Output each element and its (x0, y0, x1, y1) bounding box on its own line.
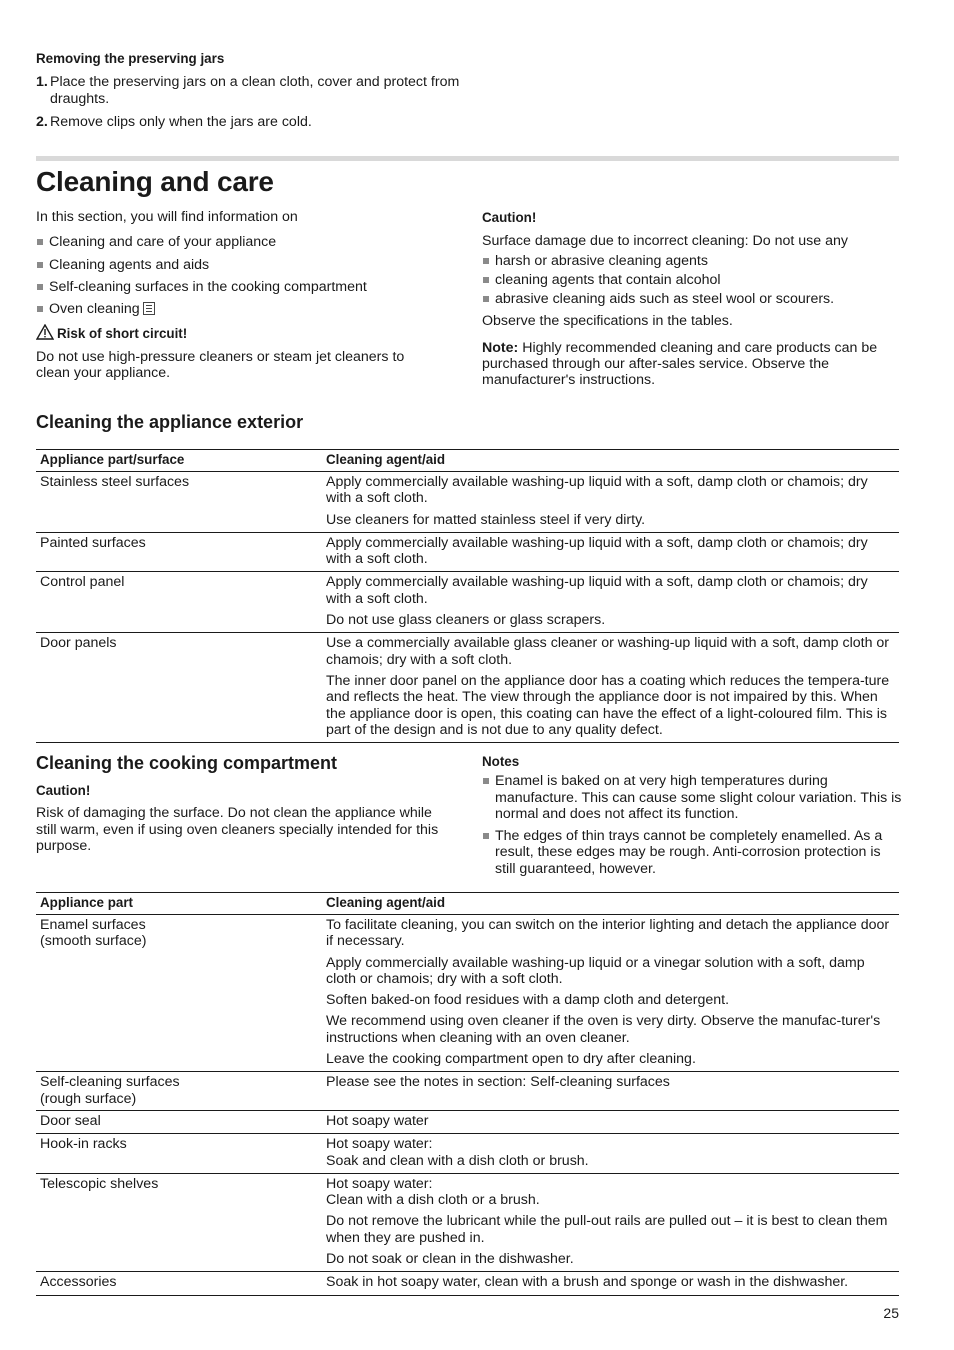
caution-title: Caution! (482, 210, 537, 225)
note-paragraph (482, 340, 902, 389)
list-item (482, 253, 902, 269)
observe-text: Observe the specifications in the tables. (482, 313, 733, 330)
step-text: Remove clips only when the jars are cold. (50, 113, 312, 130)
exterior-table (36, 449, 899, 743)
cleaning-agent-cell (322, 1110, 899, 1133)
list-item (482, 773, 902, 822)
section-divider (36, 156, 899, 161)
list-item-text: Cleaning and care of your appliance (49, 234, 277, 251)
cleaning-instruction: Apply commercially available washing-up liquid with a soft, damp cloth or chamois; dry with a soft cloth. (326, 534, 868, 568)
caution-text: Surface damage due to incorrect cleaning: Do not use any (482, 233, 848, 250)
list-item-text: The edges of thin trays cannot be completely enamelled. As a result, these edges may be rough. Anti-corrosion protection is still guaranteed, however. (495, 828, 883, 877)
list-item-text: abrasive cleaning aids such as steel wool or scourers. (495, 291, 835, 308)
cleaning-agent-cell (322, 1134, 899, 1174)
warning-text: Do not use high-pressure cleaners or steam jet cleaners to clean your appliance. (36, 348, 405, 382)
step-text: Place the preserving jars on a clean cloth, cover and protect from draughts. (50, 74, 460, 107)
column-header: Cleaning agent/aid (322, 450, 899, 472)
table-row (36, 1072, 899, 1111)
cleaning-instruction: Use cleaners for matted stainless steel if very dirty. (326, 511, 646, 528)
appliance-part-cell: Enamel surfaces (smooth surface) (36, 915, 322, 1072)
appliance-part-cell: Telescopic shelves (36, 1173, 322, 1271)
list-item (482, 828, 902, 877)
preserving-steps (36, 74, 466, 130)
page-number: 25 (883, 1305, 899, 1321)
cleaning-instruction: Apply commercially available washing-up liquid with a soft, damp cloth or chamois; dry with a soft cloth. (326, 474, 868, 507)
appliance-part-cell: Self-cleaning surfaces (rough surface) (36, 1072, 322, 1111)
compartment-caution (36, 783, 456, 854)
list-item (482, 272, 902, 288)
cleaning-agent-cell (322, 572, 899, 633)
caution-section (482, 210, 902, 389)
preserving-heading: Removing the preserving jars (36, 51, 225, 66)
compartment-caution-title: Caution! (36, 783, 91, 798)
cleaning-instruction: Leave the cooking compartment open to dry after cleaning. (326, 1051, 696, 1068)
caution-list (482, 253, 902, 308)
list-item-text: cleaning agents that contain alcohol (495, 271, 721, 288)
table-row (36, 572, 899, 633)
cleaning-instruction: Hot soapy water: Soak and clean with a dish cloth or brush. (326, 1136, 589, 1169)
notes-list (482, 773, 902, 877)
appliance-part-cell: Door seal (36, 1110, 322, 1133)
cleaning-instruction: Do not use glass cleaners or glass scrapers. (326, 612, 606, 629)
cleaning-agent-cell (322, 1173, 899, 1271)
table-row (36, 915, 899, 1072)
cleaning-instruction: To facilitate cleaning, you can switch on the interior lighting and detach the appliance door if necessary. (326, 917, 890, 950)
cleaning-agent-cell (322, 472, 899, 533)
compartment-table-body (36, 915, 899, 1296)
note-text: Highly recommended cleaning and care products can be purchased through our after-sales service. Observe the manufacturer's instructions. (482, 339, 878, 389)
list-item (36, 234, 436, 250)
list-item-text: Cleaning agents and aids (49, 256, 210, 273)
step-number: 1. (36, 74, 48, 91)
page-title: Cleaning and care (36, 166, 274, 197)
table-row (36, 1272, 899, 1295)
step-number: 2. (36, 113, 48, 130)
intro-list (36, 234, 436, 317)
step-item (36, 74, 466, 107)
list-item-text: Enamel is baked on at very high temperatures during manufacture. This can cause some slight colour variation. This is normal and does not affect its function. (495, 773, 902, 822)
notes-title: Notes (482, 754, 520, 769)
appliance-part-cell: Accessories (36, 1272, 322, 1295)
cleaning-agent-cell (322, 532, 899, 572)
list-item-text: Self-cleaning surfaces in the cooking compartment (49, 278, 367, 295)
cleaning-agent-cell (322, 1072, 899, 1111)
table-row (36, 472, 899, 533)
cleaning-agent-cell (322, 633, 899, 743)
table-row (36, 633, 899, 743)
list-item (36, 257, 436, 273)
column-header: Cleaning agent/aid (322, 893, 899, 915)
cleaning-instruction: Please see the notes in section: Self-cleaning surfaces (326, 1074, 670, 1091)
column-header: Appliance part (36, 893, 322, 915)
cleaning-instruction: Do not soak or clean in the dishwasher. (326, 1251, 574, 1268)
warning-icon (36, 324, 54, 340)
intro-lead: In this section, you will find information on (36, 209, 298, 225)
step-item (36, 114, 466, 130)
list-item (36, 279, 436, 295)
list-item-text: Oven cleaning (49, 301, 140, 318)
compartment-table (36, 892, 899, 1296)
cleaning-agent-cell (322, 915, 899, 1072)
table-header-row (36, 450, 899, 472)
appliance-part-cell: Hook-in racks (36, 1134, 322, 1174)
cleaning-instruction: Do not remove the lubricant while the pull-out rails are pulled out – it is best to clean them when they are pushed in. (326, 1213, 888, 1246)
exterior-table-body (36, 472, 899, 743)
appliance-part-cell: Painted surfaces (36, 532, 322, 572)
intro-section (36, 209, 436, 381)
preserving-section (36, 51, 466, 137)
appliance-part-cell: Control panel (36, 572, 322, 633)
cleaning-instruction: Apply commercially available washing-up liquid or a vinegar solution with a soft, damp cloth or chamois; dry with a soft cloth. (326, 954, 865, 987)
cleaning-instruction: The inner door panel on the appliance door has a coating which reduces the tempera-ture and reflects the heat. The view through the appliance door is not impaired by this. When the appliance door is open, this coating can have the effect of a light-coloured film. This is part of the design and is not due to any quality defect. (326, 672, 890, 738)
exterior-heading: Cleaning the appliance exterior (36, 412, 304, 432)
list-item (36, 301, 436, 317)
cleaning-instruction: Use a commercially available glass cleaner or washing-up liquid with a soft, damp cloth or chamois; dry with a soft cloth. (326, 635, 890, 668)
list-item (482, 291, 902, 307)
cleaning-instruction: We recommend using oven cleaner if the oven is very dirty. Observe the manufac-turer's instructions when cleaning with an oven cleaner. (326, 1013, 881, 1046)
list-item-text: harsh or abrasive cleaning agents (495, 252, 708, 269)
table-header-row (36, 893, 899, 915)
compartment-caution-text: Risk of damaging the surface. Do not clean the appliance while still warm, even if using oven cleaners specially intended for this purpose. (36, 805, 439, 854)
cleaning-instruction: Apply commercially available washing-up liquid with a soft, damp cloth or chamois; dry with a soft cloth. (326, 574, 868, 607)
cleaning-instruction: Soak in hot soapy water, clean with a brush and sponge or wash in the dishwasher. (326, 1274, 849, 1291)
compartment-notes (482, 754, 902, 877)
warning-title-row (36, 324, 436, 342)
column-header: Appliance part/surface (36, 450, 322, 472)
cleaning-instruction: Hot soapy water: Clean with a dish cloth or a brush. (326, 1175, 540, 1209)
appliance-part-cell: Door panels (36, 633, 322, 743)
cleaning-instruction: Hot soapy water (326, 1112, 429, 1129)
table-row (36, 1110, 899, 1133)
warning-title: Risk of short circuit! (57, 326, 188, 342)
cleaning-instruction: Soften baked-on food residues with a damp cloth and detergent. (326, 992, 730, 1009)
cleaning-agent-cell (322, 1272, 899, 1295)
oven-cleaning-icon (143, 302, 155, 315)
appliance-part-cell: Stainless steel surfaces (36, 472, 322, 533)
table-row (36, 1134, 899, 1174)
table-row (36, 532, 899, 572)
note-label: Note: (482, 339, 519, 356)
compartment-heading: Cleaning the cooking compartment (36, 753, 338, 773)
table-row (36, 1173, 899, 1271)
